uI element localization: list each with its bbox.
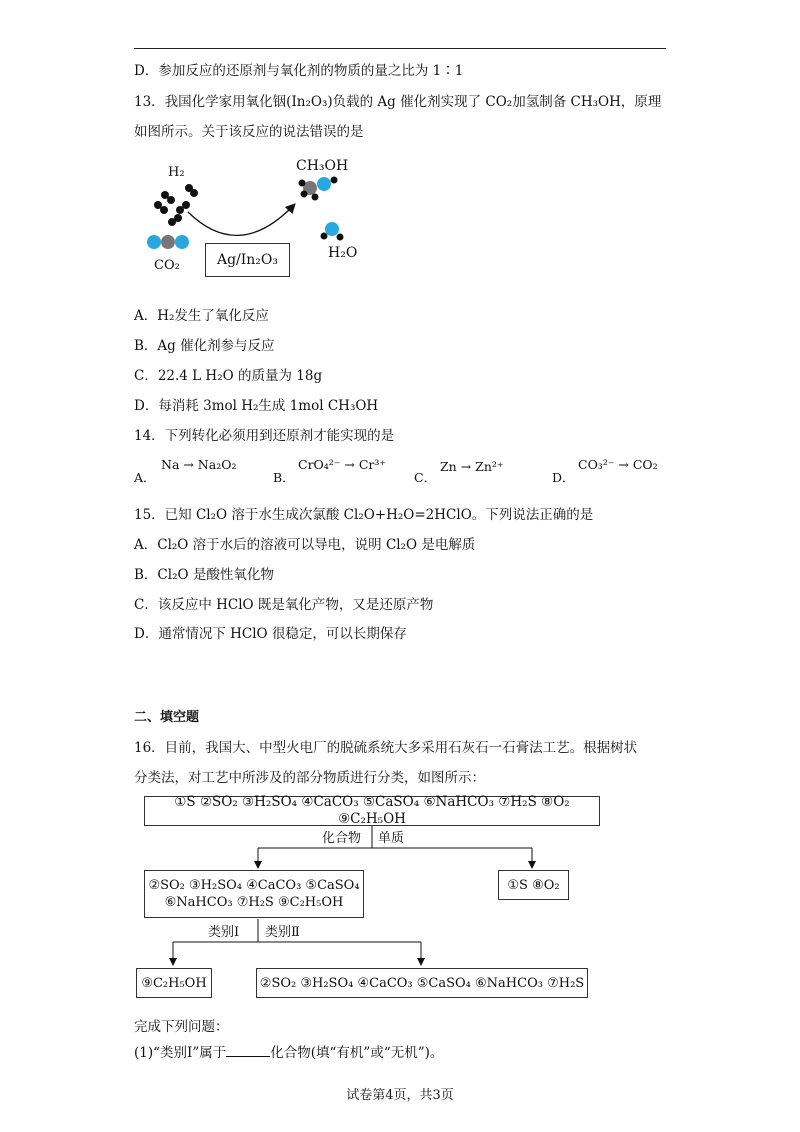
ch3oh-label: CH₃OH [296,158,349,174]
tree-label-compounds: 化合物 [322,831,362,846]
q14-stem: 14．下列转化必须用到还原剂才能实现的是 [134,428,395,444]
q12-option-d: D．参加反应的还原剂与氧化剂的物质的量之比为 1∶1 [134,63,464,79]
q14-option-c-formula: Zn → Zn²⁺ [440,459,504,474]
q13-option-c: C．22.4 L H₂O 的质量为 18g [134,368,323,384]
page-footer: 试卷第4页，共3页 [346,1088,454,1103]
co2-label: CO₂ [154,258,180,273]
q16-sub1 [134,1044,443,1062]
section2-title: 二、填空题 [134,710,200,725]
tree-elements-box: ①S ⑧O₂ [498,870,569,900]
tree-compounds-line2: ⑥NaHCO₃ ⑦H₂S ⑨C₂H₅OH [164,895,344,910]
q15-option-d: D．通常情况下 HClO 很稳定，可以长期保存 [134,626,407,642]
tree-compounds-line1: ②SO₂ ③H₂SO₄ ④CaCO₃ ⑤CaSO₄ [148,878,360,893]
q16-instruction: 完成下列问题： [134,1019,229,1035]
q14-option-a-letter: A． [134,470,156,485]
q14-option-d-letter: D． [552,470,575,485]
q16-sub1-blank[interactable] [226,1044,270,1057]
q13-option-a: A．H₂发生了氧化反应 [134,308,269,324]
q16-sub1-suffix: 化合物(填“有机”或“无机”)。 [270,1045,444,1061]
tree-label-class1: 类别Ⅰ [208,925,240,940]
q15-option-c: C．该反应中 HClO 既是氧化产物，又是还原产物 [134,597,434,613]
q16-stem-line2: 分类法，对工艺中所涉及的部分物质进行分类，如图所示： [134,770,485,786]
tree-top-box: ①S ②SO₂ ③H₂SO₄ ④CaCO₃ ⑤CaSO₄ ⑥NaHCO₃ ⑦H₂S ⑧O₂ ⑨C₂H₅OH [144,796,600,826]
tree-label-class2: 类别Ⅱ [265,925,300,940]
q13-stem-line1: 13．我国化学家用氧化铟(In₂O₃)负载的 Ag 催化剂实现了 CO₂加氢制备 CH₃OH，原理 [134,94,662,110]
q14-option-b-letter: B． [273,470,295,485]
q15-option-b: B．Cl₂O 是酸性氧化物 [134,567,274,583]
tree-class2-box: ②SO₂ ③H₂SO₄ ④CaCO₃ ⑤CaSO₄ ⑥NaHCO₃ ⑦H₂S [256,968,588,998]
q16-sub1-prefix: (1)“类别Ⅰ”属于 [134,1045,227,1061]
q15-stem: 15．已知 Cl₂O 溶于水生成次氯酸 Cl₂O+H₂O=2HClO。下列说法正确的是 [134,507,594,523]
catalyst-box: Ag/In₂O₃ [205,243,290,277]
tree-label-elements: 单质 [378,831,405,846]
q15-option-a: A．Cl₂O 溶于水后的溶液可以导电，说明 Cl₂O 是电解质 [134,537,476,553]
h2o-label: H₂O [328,245,358,261]
tree-compounds-box [144,870,364,918]
q14-option-d-formula: CO₃²⁻ → CO₂ [578,457,658,472]
q13-option-d: D．每消耗 3mol H₂生成 1mol CH₃OH [134,398,379,414]
q13-option-b: B．Ag 催化剂参与反应 [134,338,275,354]
tree-class1-box: ⑨C₂H₅OH [136,968,212,998]
q14-option-c-letter: C． [414,470,437,485]
h2-label: H₂ [168,165,185,180]
q16-stem-line1: 16．目前，我国大、中型火电厂的脱硫系统大多采用石灰石一石膏法工艺。根据树状 [134,740,638,756]
q13-stem-line2: 如图所示。关于该反应的说法错误的是 [134,124,364,140]
q14-option-b-formula: CrO₄²⁻ → Cr³⁺ [298,457,386,472]
q14-option-a-formula: Na → Na₂O₂ [161,457,237,472]
